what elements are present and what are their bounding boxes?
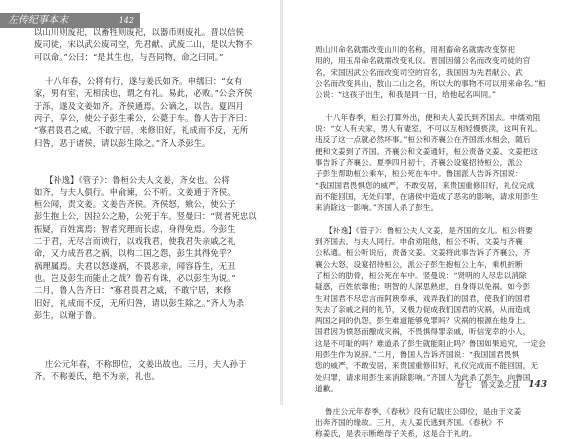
- left-page-line: 可以命。”公曰：“是其生也，与吾同物，命之曰同。”: [34, 51, 224, 62]
- chapter-title: 卷七 鲁文姜之乱: [456, 380, 521, 389]
- left-page-line: [34, 321, 257, 333]
- right-page-line: 您的威严，不敢安居，来贵国重修旧好，礼仪完成而不能回国，无: [315, 361, 539, 371]
- right-page-line: 而不能回国，无处归罪，在诸侯中造成了恶劣的影响，请求用彭生: [315, 191, 539, 201]
- left-page-line: [34, 161, 257, 173]
- right-page-line: 违反了这一点就必然坏事。”桓公和齐襄公在齐国泺水相会，随后: [315, 135, 531, 145]
- left-page-line: [34, 346, 257, 358]
- left-page-line: [34, 333, 257, 345]
- book-title: 左传纪事本末: [8, 15, 68, 26]
- left-page-line: [34, 149, 257, 161]
- right-page-line: 用彭生作为说辞。”二月，鲁国人告诉齐国说：“我国国君畏惧: [315, 350, 520, 360]
- left-page-line: 庄公元年春，不称即位，文姜出故也。三月，夫人孙于: [34, 359, 247, 370]
- left-page-line: 命，又力成吾君之祸，以构二国之怨，彭生其得免乎？: [34, 248, 236, 259]
- right-page-line: 用的，用玉帛命名就需改变礼仪。晋国因僖公名而改变司徒的官: [315, 56, 531, 66]
- left-page-line: 彭生抱上公，因拉公之胁，公死于车。竖曼曰：“贤者死忠以: [34, 211, 257, 222]
- left-page-line: 祸理属焉。夫君以怒遂祸，不畏恶亲，闻容昏生，无丑: [34, 260, 236, 271]
- running-footer: [456, 379, 547, 390]
- right-page-line: 事告诉了齐襄公。夏季四月初十，齐襄公设宴招待桓公，派公: [315, 157, 523, 167]
- right-page-line: 国君因为愤怒而酿成灾祸，不畏惧得罪亲戚，听信宠幸的小人，: [315, 327, 531, 337]
- right-page-line: 处归罪，请求用彭生来消除影响。”齐国人为此杀了彭生，向鲁国: [315, 372, 531, 382]
- right-page-number: 143: [528, 380, 547, 390]
- left-page-line: 二于君，无尽言而谀行，以戏我君，使我君失亲戚之礼: [34, 236, 236, 247]
- left-page-line: 丙子，享公，使公子彭生乘公，公薨于车。鲁人告于齐曰：: [34, 113, 253, 124]
- right-page-line: 【补逸】《管子》：鲁桓公夫人文姜，是齐国的女儿。桓公将要: [315, 225, 533, 235]
- right-page-line: [315, 394, 546, 405]
- left-page-number: 142: [118, 16, 134, 25]
- left-page-line: 归咎，恶于诸侯，请以彭生除之。”齐人杀彭生。: [34, 137, 211, 148]
- left-page-line: 齐。不称姜氏，绝不为亲，礼也。: [34, 371, 160, 382]
- right-page-line: 了桓公的肋骨，桓公死在车中。竖曼说：“贤明的人尽忠以消除: [315, 270, 527, 280]
- left-page-line: 彭生，以谢于鲁。: [34, 309, 102, 320]
- right-page-line: 周山川命名就需改变山川的名称，用祖畜命名就需改变祭祀: [315, 45, 516, 54]
- left-page-line: 家，男有室，无相渎也，谓之有礼。易此，必败。”公会齐侯: [34, 88, 253, 99]
- right-page-line: “我国国君畏惧您的威严，不敢安居，来贵国重修旧好，礼仪完成: [315, 180, 535, 190]
- left-page-line: [34, 63, 257, 75]
- right-page-line: 出奔齐国的缘故。三月，夫人姜氏逃到齐国。《春秋》不: [315, 417, 504, 427]
- left-page-line: 二月，鲁人告齐曰：“寡君畏君之威，不敢宁居，来修: [34, 285, 232, 296]
- left-page-line: 废司徒，宋以武公废司空，先君献、武废二山，是以大物不: [34, 39, 253, 50]
- right-page-line: 到齐国去，与夫人同行。申俞劝阻他，桓公不听。文姜与齐襄: [315, 237, 523, 247]
- right-page-line: 道歉。: [315, 383, 339, 393]
- right-page-line: 说：“女人有夫家，男人有妻室，不可以互相轻慢亵渎，这叫有礼。: [315, 124, 543, 134]
- right-page: [283, 0, 567, 439]
- right-page-line: 疑惑，百姓依靠他；明智的人深思熟虑，自身得以免祸。如今彭: [315, 282, 531, 292]
- left-page-line: 桓公闻，责文姜。文姜告齐侯。齐侯怒，飨公，使公子: [34, 199, 236, 210]
- left-page-line: 旧好，礼成而不反，无所归咎，请以彭生除之。”齐人为杀: [34, 297, 245, 308]
- left-page-line: 以山川则废祀，以畜牲则废祀，以器币则废礼。晋以信侯: [34, 27, 244, 37]
- right-page-line: [315, 213, 546, 224]
- right-page-line: 来消除这一影响。”齐国人杀了彭生。: [315, 203, 439, 213]
- right-page-line: 襄公大怒，设宴招待桓公，派公子彭生抱桓公上车，乘机折断: [315, 259, 523, 269]
- right-page-line: [315, 100, 546, 111]
- right-page-line: 公说：“这孩子出生，和我是同一日，给他起名叫同。”: [315, 90, 497, 100]
- right-page-line: 便和文姜到了齐国。齐襄公和文姜通奸，桓公责备文姜。文姜把这: [315, 146, 539, 156]
- right-page-line: 失去了亲戚之间的礼节，又极力促成我们国君的灾祸，从而造成: [315, 304, 531, 314]
- right-page-line: 公名而改变具山、敖山二山之名，所以大的事物不可以用来命名。”桓: [315, 78, 546, 88]
- right-page-line: 十八年春季，桓公打算外出，便和夫人姜氏到齐国去。申𦈡劝阻: [315, 112, 541, 122]
- left-page-line: 如齐，与夫人俱行。申俞谏，公不听。文姜通于齐侯。: [34, 186, 236, 197]
- right-page-line: 子彭生帮助桓公乘车，桓公死在车中。鲁国派人告诉齐国说：: [315, 169, 523, 179]
- right-page-line: 公私通。桓公听说后，责备文姜。文姜将此事告诉了齐襄公，齐: [315, 248, 531, 258]
- left-page-line: “寡君畏君之威，不敢宁居，来修旧好，礼成而不反，无所: [34, 125, 249, 136]
- right-page-line: 称姜氏，是表示断绝母子关系，这是合于礼的。: [315, 429, 477, 439]
- left-page-line: 振疑，百姓寓焉；智者究理而长虑，身得免焉。今彭生: [34, 223, 236, 234]
- left-body-text: [34, 26, 257, 383]
- right-page-line: 生对国君不尽忠言而阿谀奉承，戏弄我们的国君，使我们的国君: [315, 293, 531, 303]
- right-page-line: 鲁庄公元年春季，《春秋》没有记载庄公即位，是由于文姜: [315, 406, 522, 416]
- left-page-line: 【补逸】《管子》：鲁桓公夫人文姜，齐女也。公将: [34, 174, 230, 185]
- left-page: [0, 0, 280, 405]
- right-page-line: 名，宋国因武公名而改变司空的官名，我国因为先君献公、武: [315, 67, 523, 77]
- right-page-line: 两国之间的仇怨，彭生难道能够免罪吗？灾祸的根源在他身上。: [315, 316, 531, 326]
- left-page-line: 也。岂及彭生而能止之哉？鲁若有诛，必以彭生为说。”: [34, 272, 236, 283]
- left-page-line: 十八年春，公将有行，遂与姜氏如齐。申𦈡曰：“女有: [34, 76, 243, 87]
- left-page-line: 于泺，遂及文姜如齐。齐侯通焉。公谪之，以告。夏四月: [34, 100, 244, 111]
- right-page-line: 这是不可耻的吗？难道杀了彭生就能阻止吗？鲁国如果追究，一定会: [315, 338, 546, 348]
